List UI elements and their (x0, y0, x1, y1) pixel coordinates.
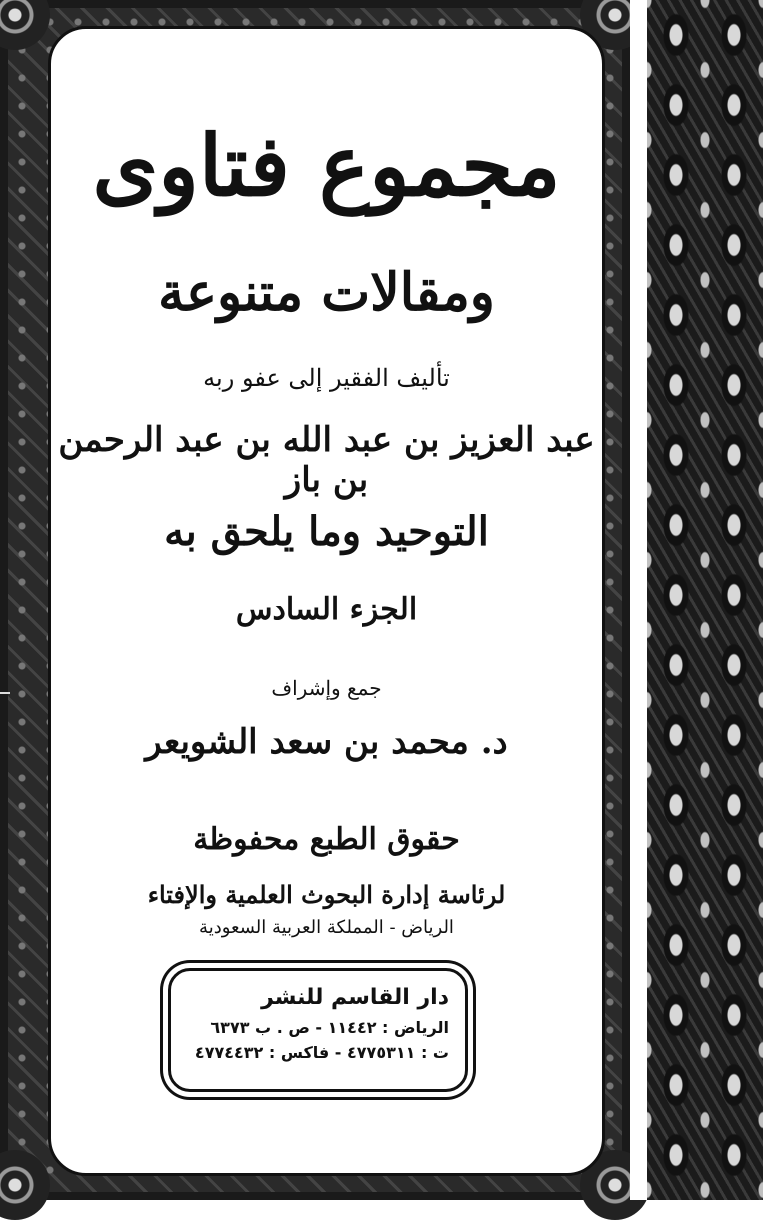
publisher-address: الرياض : ١١٤٤٢ - ص . ب ٦٣٧٣ (210, 1018, 449, 1037)
volume-topic: التوحيد وما يلحق به (164, 508, 489, 555)
publisher-name: دار القاسم للنشر (261, 985, 449, 1010)
page-tick (0, 692, 10, 694)
strip-gap (630, 0, 647, 1200)
decorative-strip (647, 0, 763, 1200)
publisher-box (168, 968, 468, 1092)
book-subtitle: ومقالات متنوعة (158, 262, 495, 323)
book-title: مجموع فتاوى (92, 116, 561, 215)
rights-holder: لرئاسة إدارة البحوث العلمية والإفتاء (147, 880, 506, 909)
compiled-label: جمع وإشراف (271, 676, 382, 700)
rights-notice: حقوق الطبع محفوظة (193, 822, 460, 857)
byline: تأليف الفقير إلى عفو ربه (203, 364, 450, 392)
author-name: عبد العزيز بن عبد الله بن عبد الرحمن بن باز (58, 420, 595, 500)
publisher-phone: ت : ٤٧٧٥٣١١ - فاكس : ٤٧٧٤٤٣٢ (194, 1043, 449, 1062)
volume-number: الجزء السادس (235, 592, 418, 627)
rights-location: الرياض - المملكة العربية السعودية (199, 917, 454, 938)
compiler-name: د. محمد بن سعد الشويعر (145, 722, 508, 762)
